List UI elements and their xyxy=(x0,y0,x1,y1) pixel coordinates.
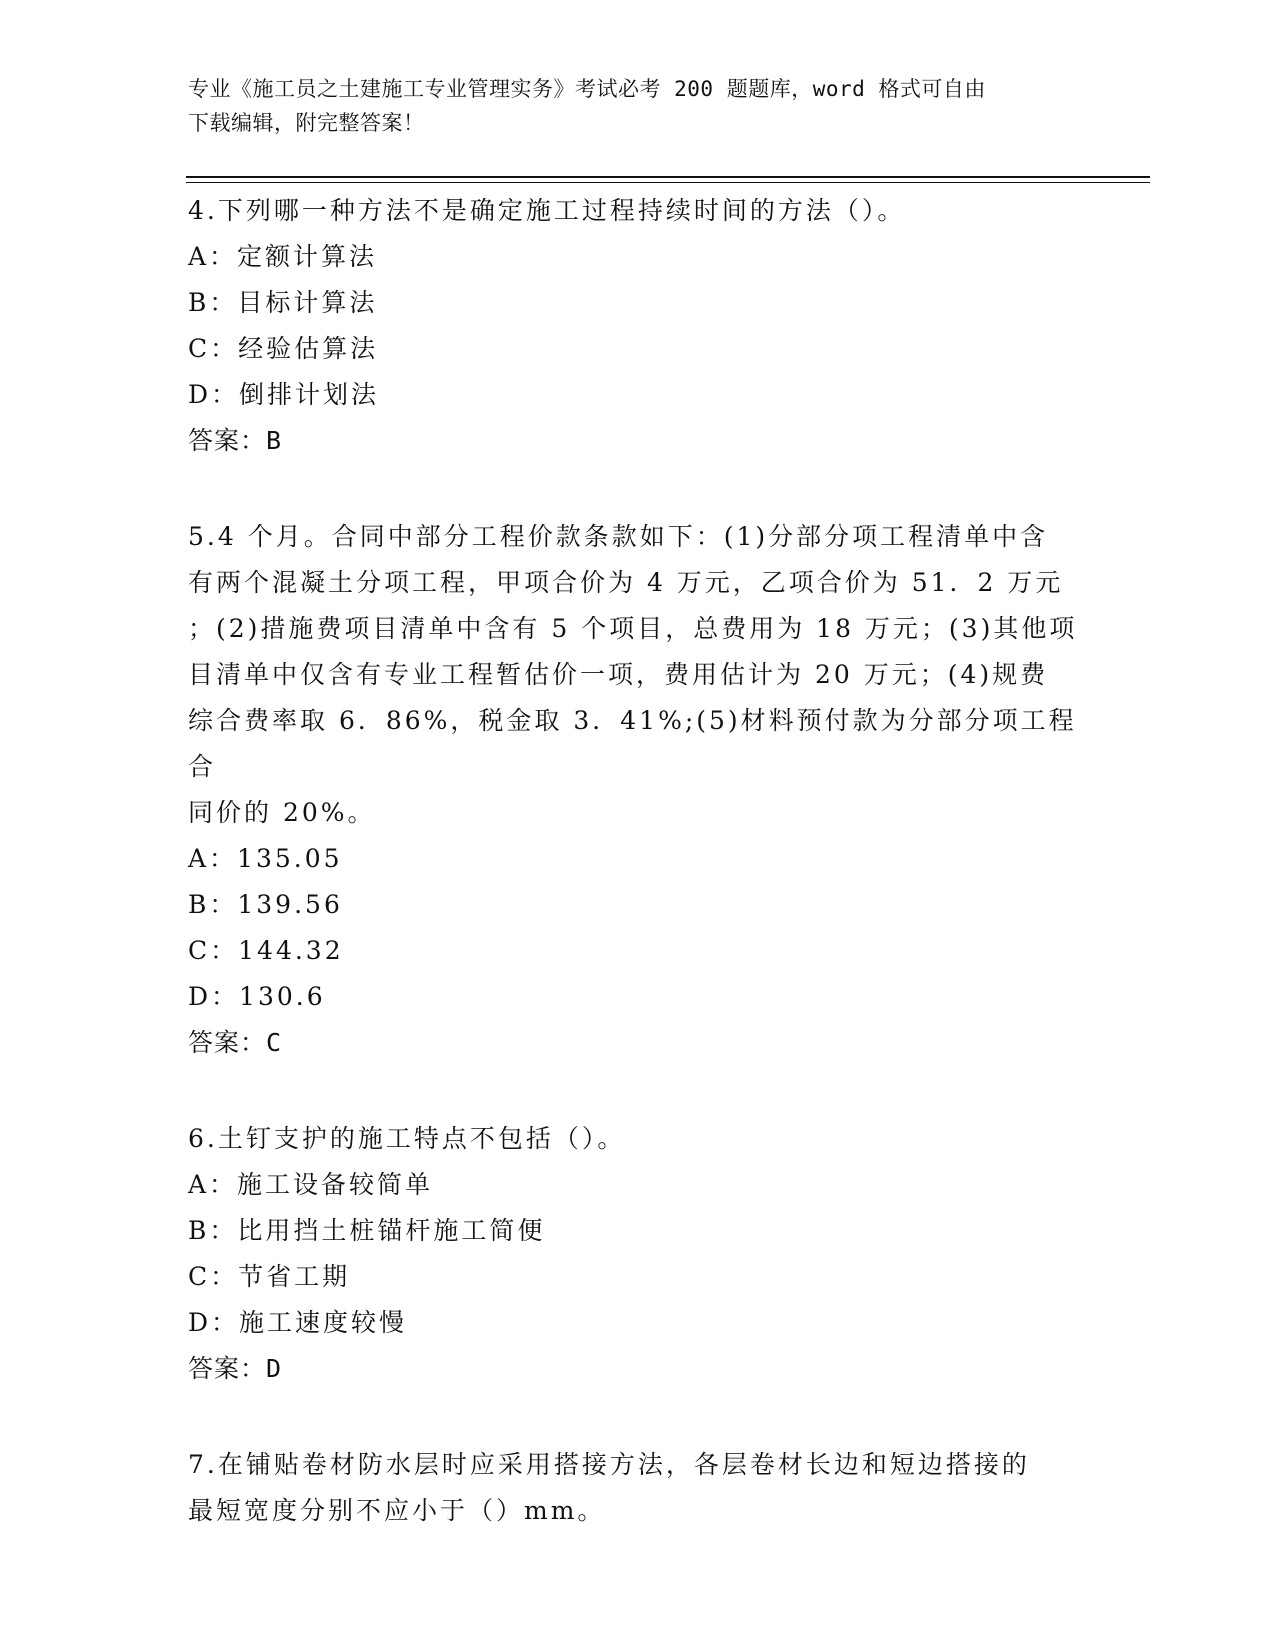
question-stem-line: 最短宽度分别不应小于（）mm。 xyxy=(188,1496,606,1525)
header-divider-thin xyxy=(186,182,1150,183)
answer-label: 答案：B xyxy=(188,426,283,455)
option-c: C：节省工期 xyxy=(188,1262,351,1291)
option-d: D：倒排计划法 xyxy=(188,380,380,409)
question-stem: 6.土钉支护的施工特点不包括（）。 xyxy=(188,1124,626,1153)
question-list xyxy=(188,188,1078,1584)
question-4 xyxy=(188,188,1078,464)
question-stem-line: 综合费率取 6．86%，税金取 3．41%;(5)材料预付款为分部分项工程合 xyxy=(188,706,1077,781)
question-stem-line: 有两个混凝土分项工程，甲项合价为 4 万元，乙项合价为 51．2 万元 xyxy=(188,568,1064,597)
answer-label: 答案：C xyxy=(188,1028,283,1057)
question-stem-line: 7.在铺贴卷材防水层时应采用搭接方法，各层卷材长边和短边搭接的 xyxy=(188,1450,1030,1479)
option-a: A：施工设备较简单 xyxy=(188,1170,434,1199)
question-stem-line: 目清单中仅含有专业工程暂估价一项，费用估计为 20 万元；(4)规费 xyxy=(188,660,1049,689)
option-a: A：135.05 xyxy=(188,844,343,873)
question-stem-line: 5.4 个月。合同中部分工程价款条款如下：(1)分部分项工程清单中含 xyxy=(188,522,1049,551)
question-7 xyxy=(188,1442,1078,1534)
header-line-2: 下载编辑，附完整答案！ xyxy=(188,111,425,135)
option-b: B：139.56 xyxy=(188,890,343,919)
option-c: C：144.32 xyxy=(188,936,344,965)
question-stem: 4.下列哪一种方法不是确定施工过程持续时间的方法（）。 xyxy=(188,196,906,225)
option-c: C：经验估算法 xyxy=(188,334,379,363)
option-b: B：目标计算法 xyxy=(188,288,378,317)
header-divider-thick xyxy=(186,176,1150,178)
question-6 xyxy=(188,1116,1078,1392)
question-stem-line: ；(2)措施费项目清单中含有 5 个项目，总费用为 18 万元；(3)其他项 xyxy=(188,614,1078,643)
question-5 xyxy=(188,514,1078,1066)
option-d: D：130.6 xyxy=(188,982,326,1011)
option-b: B：比用挡土桩锚杆施工简便 xyxy=(188,1216,546,1245)
header-line-1: 专业《施工员之土建施工专业管理实务》考试必考 200 题题库，word 格式可自由 xyxy=(188,77,986,101)
question-stem-line: 同价的 20%。 xyxy=(188,798,376,827)
option-a: A：定额计算法 xyxy=(188,242,378,271)
option-d: D：施工速度较慢 xyxy=(188,1308,408,1337)
answer-label: 答案：D xyxy=(188,1354,283,1383)
document-header xyxy=(188,72,1068,140)
